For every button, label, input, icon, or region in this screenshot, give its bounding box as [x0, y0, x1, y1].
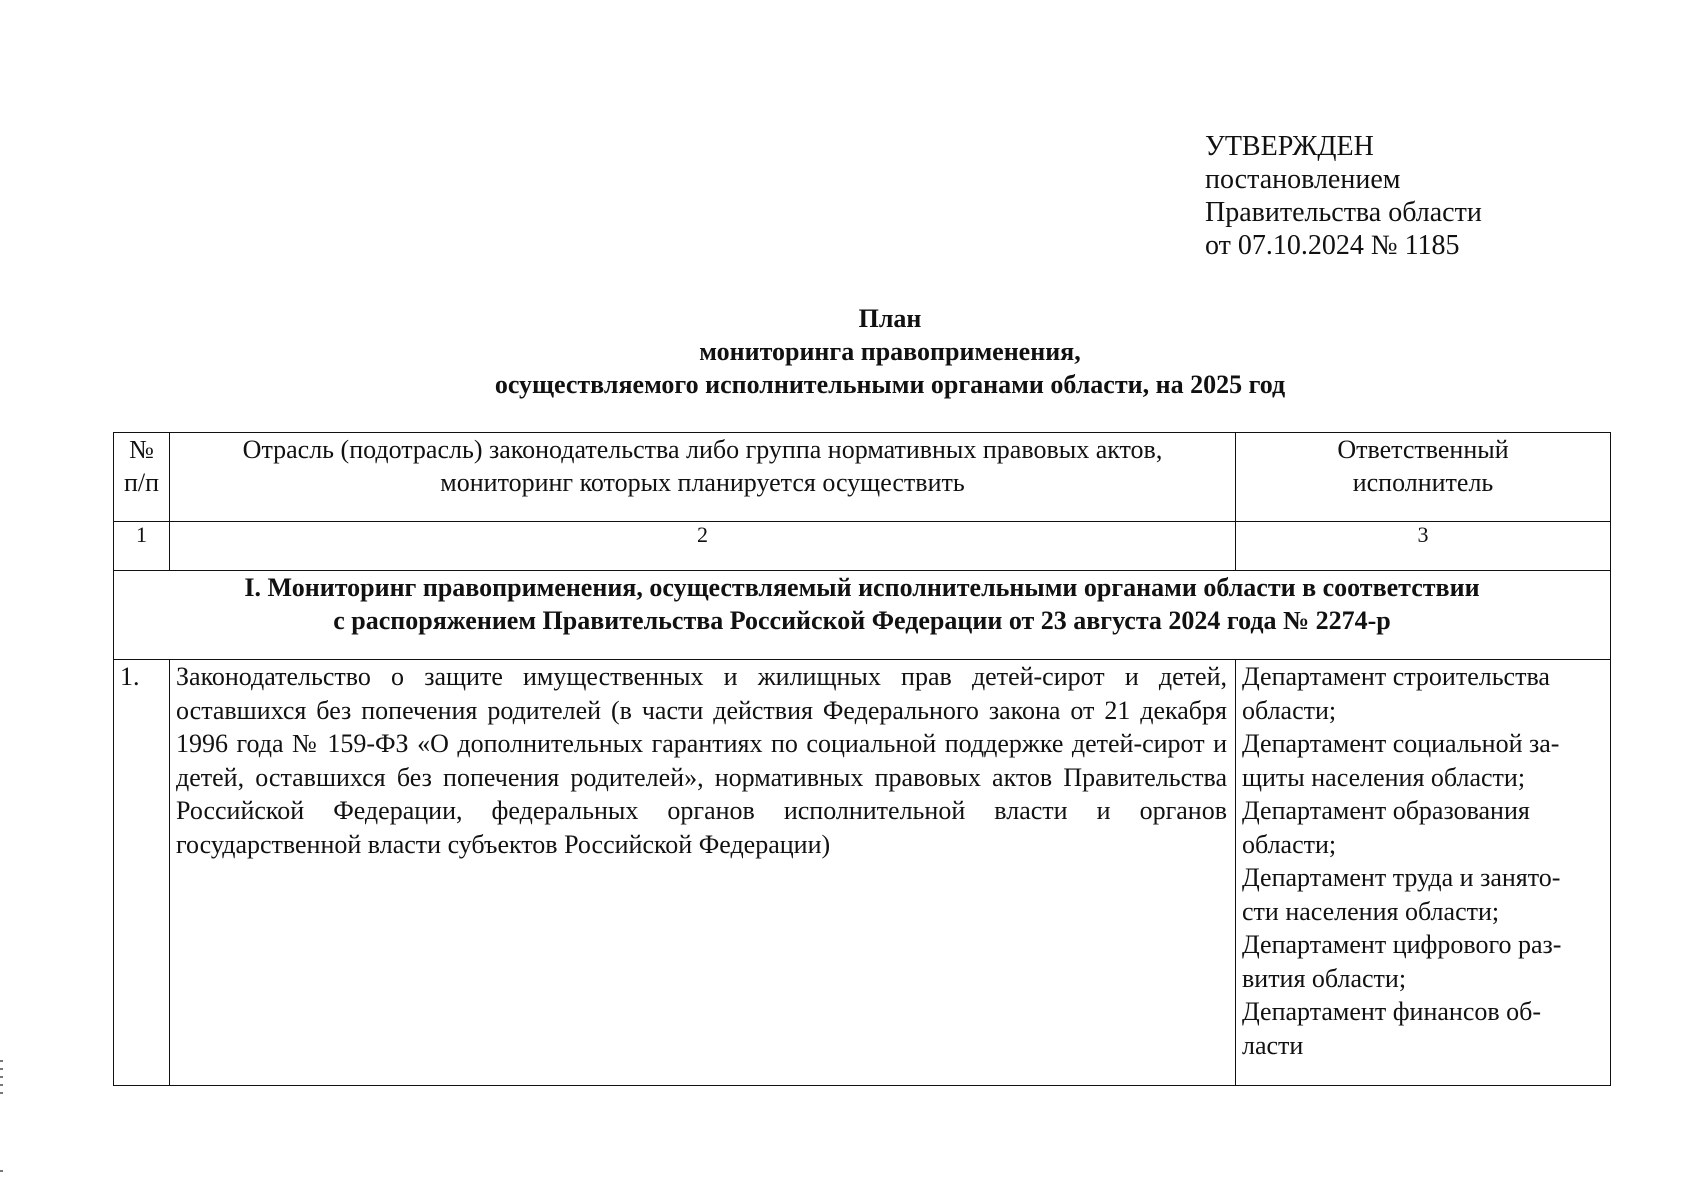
responsible-line: Департамент строительства: [1242, 662, 1550, 691]
title-line: План: [858, 304, 922, 333]
header-text: №: [129, 435, 154, 464]
scan-margin-mark: [0, 1084, 3, 1086]
header-text: Ответственный: [1337, 435, 1509, 464]
responsible-line: щиты населения области;: [1242, 762, 1526, 792]
responsible-line: ласти: [1242, 1030, 1304, 1060]
responsible-line: области;: [1242, 829, 1337, 859]
row-legislation: Законодательство о защите имущественных и жилищных прав детей-сирот и детей, оставшихся без попечения родителей (в части действия Федерального закона от 21 декабря 1996 года № 159-ФЗ «О дополнительных гарантиях по социальной поддержке детей-сирот и детей, оставшихся без попечения родителей», нормативных правовых актов Правительства Российской Федерации, федеральных органов исполнительной власти и органов государственной власти субъектов Российской Федерации): [170, 660, 1236, 1086]
approval-line: УТВЕРЖДЕН: [1205, 131, 1374, 162]
responsible-line: Департамент социальной за-: [1242, 729, 1560, 758]
header-text: Отрасль (подотрасль) законодательства либо группа нормативных правовых актов,: [242, 435, 1163, 464]
header-number: [114, 433, 170, 522]
document-title: [0, 302, 1697, 401]
responsible-line: вития области;: [1242, 963, 1407, 993]
header-text: п/п: [123, 468, 160, 497]
column-number: 2: [170, 522, 1236, 571]
column-numbers-row: [114, 522, 1611, 571]
approval-stamp: [1205, 130, 1482, 262]
scan-margin-mark: [0, 1170, 3, 1172]
title-line: осуществляемого исполнительными органами области, на 2025 год: [494, 370, 1286, 399]
responsible-line: Департамент финансов об-: [1242, 997, 1542, 1026]
row-responsible: [1236, 660, 1611, 1086]
header-legislation: [170, 433, 1236, 522]
title-line: мониторинга правоприменения,: [699, 337, 1081, 366]
responsible-line: сти населения области;: [1242, 896, 1500, 926]
responsible-line: Департамент цифрового раз-: [1242, 930, 1562, 959]
responsible-line: области;: [1242, 695, 1337, 725]
column-number: 1: [114, 522, 170, 571]
column-number: 3: [1236, 522, 1611, 571]
row-number: 1.: [114, 660, 170, 1086]
section-heading: [114, 571, 1611, 660]
approval-line: постановлением: [1205, 164, 1401, 195]
approval-line: от 07.10.2024 № 1185: [1205, 230, 1460, 261]
scan-margin-mark: [0, 1092, 3, 1094]
responsible-line: Департамент образования: [1242, 796, 1530, 825]
header-responsible: [1236, 433, 1611, 522]
plan-table: [113, 432, 1611, 1086]
scan-margin-mark: [0, 1060, 3, 1062]
section-line: I. Мониторинг правоприменения, осуществляемый исполнительными органами области в соответствии: [244, 573, 1480, 602]
scan-margin-mark: [0, 1076, 3, 1078]
table-row: [114, 660, 1611, 1086]
scan-margin-mark: [0, 1068, 3, 1070]
table-header-row: [114, 433, 1611, 522]
header-text: исполнитель: [1352, 468, 1494, 497]
header-text: мониторинг которых планируется осуществить: [440, 468, 965, 497]
responsible-line: Департамент труда и занято-: [1242, 863, 1561, 892]
approval-line: Правительства области: [1205, 197, 1482, 228]
section-line: с распоряжением Правительства Российской Федерации от 23 августа 2024 года № 2274-р: [333, 606, 1391, 635]
section-row: [114, 571, 1611, 660]
